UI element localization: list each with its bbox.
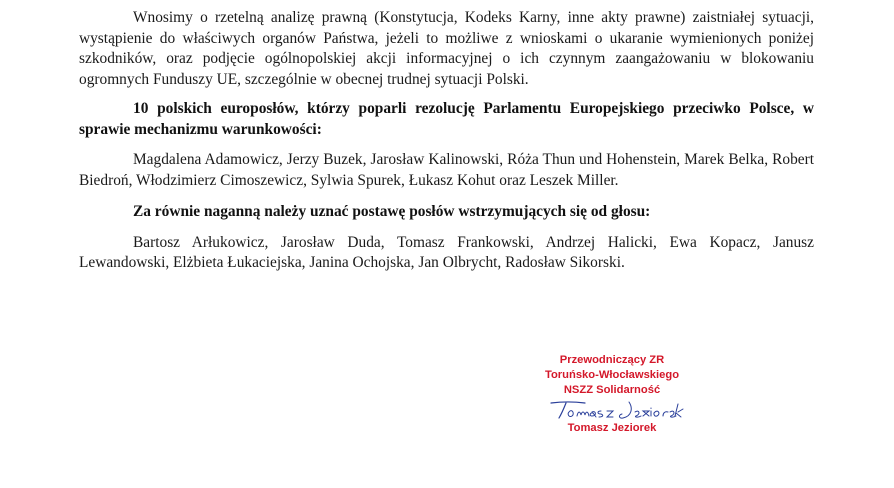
list-abstaining-meps: Bartosz Arłukowicz, Jarosław Duda, Tomasz Frankowski, Andrzej Halicki, Ewa Kopacz, Janusz Lewandowski, Elżbieta Łukaciejska, Janina Ochojska, Jan Olbrycht, Radosław Sikorski.: [79, 233, 814, 271]
signature-title-line3: NSZZ Solidarność: [563, 384, 661, 396]
signature-block: [532, 353, 692, 436]
list-mep-supporters: Magdalena Adamowicz, Jerzy Buzek, Jarosław Kalinowski, Róża Thun und Hohenstein, Marek Belka, Robert Biedroń, Włodzimierz Cimoszewicz, Sylwia Spurek, Łukasz Kohut oraz Leszek Miller.: [79, 151, 814, 189]
heading-mep-supporters: 10 polskich europosłów, którzy poparli rezolucję Parlamentu Europejskiego przeciwko Polsce, w sprawie mechanizmu warunkowości:: [79, 100, 814, 138]
signature-title-line1: Przewodniczący ZR: [559, 354, 665, 366]
paragraph-request: Wnosimy o rzetelną analizę prawną (Konstytucja, Kodeks Karny, inne akty prawne) zaistniałej sytuacji, wystąpienie do właściwych organów Państwa, jeżeli to możliwe z wnioskami o ukaranie wymienionych poniżej szkodników, oraz podjęcie ogólnopolskiej akcji informacyjnej o ich czynnym zaangażowaniu w blokowaniu ogromnych Funduszy UE, szczególnie w obecnej trudnej sytuacji Polski.: [79, 9, 814, 88]
signatory-name: Tomasz Jeziorek: [567, 422, 657, 434]
handwritten-signature: [537, 398, 687, 420]
heading-abstaining-meps: Za równie naganną należy uznać postawę posłów wstrzymujących się od głosu:: [133, 203, 651, 220]
document-body: [79, 8, 814, 274]
signature-title-line2: Toruńsko-Włocławskiego: [544, 369, 680, 381]
